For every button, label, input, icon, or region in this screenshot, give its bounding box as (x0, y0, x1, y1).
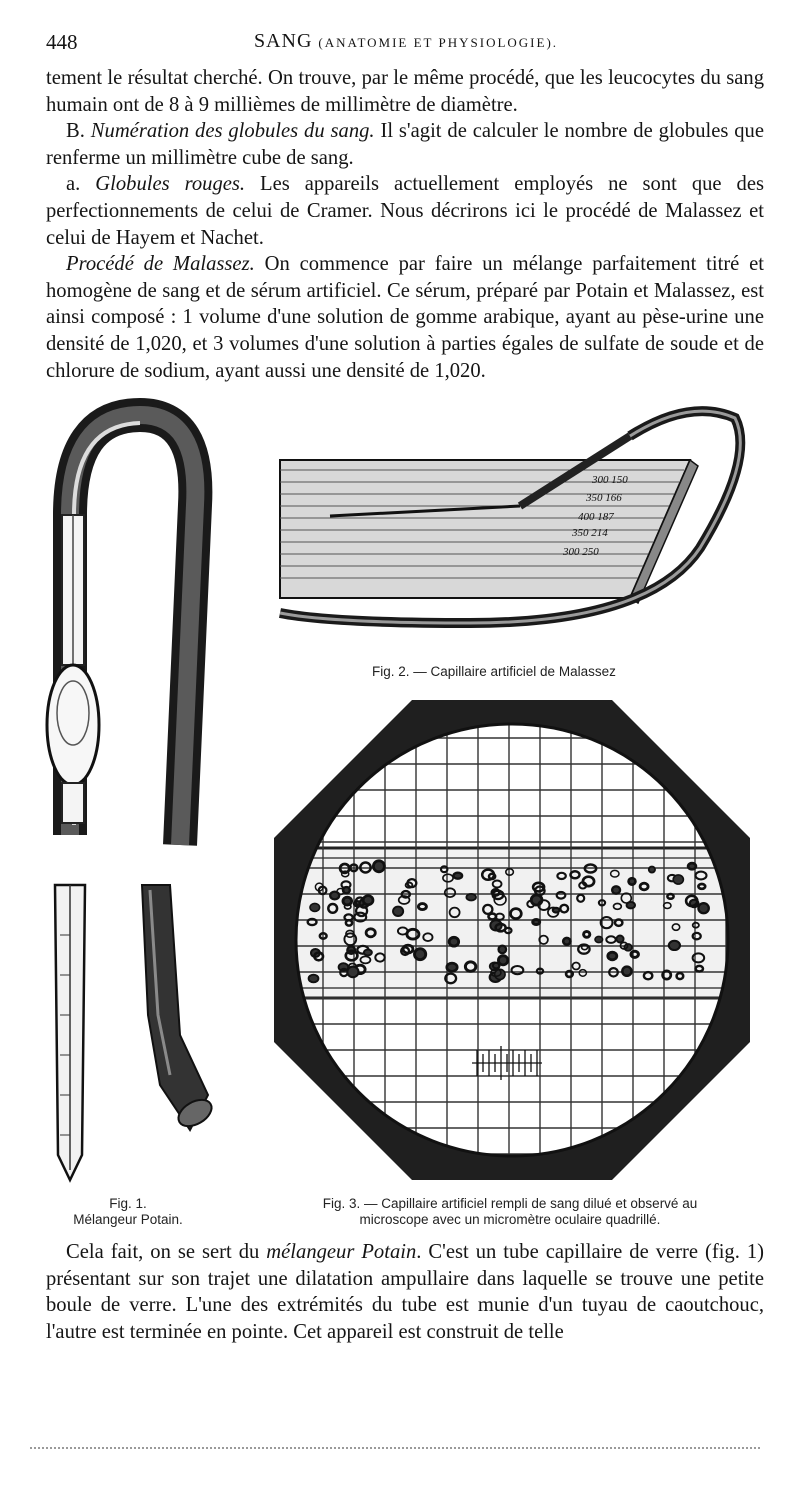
figure-1-melangeur-potain (30, 395, 230, 1185)
blood-cell (533, 920, 540, 925)
scale-label-5: 300 250 (563, 546, 599, 558)
running-header (46, 30, 766, 56)
blood-cell (531, 895, 542, 905)
scale-label-1: 300 150 (592, 474, 628, 486)
numeration-heading: Numération des globules du sang. (90, 120, 375, 143)
paragraph-leucocytes: tement le résultat cherché. On trouve, par le même procédé, que les leucocytes du sang humain ont de 8 à 9 millièmes de millimètre de diamètre. (46, 67, 764, 116)
melangeur-text-rest: . C'est un tube capillaire de verre (fig. 1) présentant sur son trajet une dilatation ampullaire dans laquelle se trouve une petite boule de verre. L'une des extrémités du tube est munie d'un tuyau de caoutchouc, l'autre est terminée en pointe. Cet appareil est construit de telle (46, 1241, 765, 1343)
figure-3-caption (280, 1196, 740, 1228)
malassez-heading: Procédé de Malassez. (66, 253, 255, 276)
blood-cell (347, 967, 358, 978)
melangeur-potain-illustration (30, 395, 230, 1185)
malassez-text: On commence par faire un mélange parfaitement titré et homogène de sang et de sérum artificiel. Ce sérum, préparé par Potain et Malassez, est ainsi composé : 1 volume d'une solution de gomme arabique, ayant au pèse-urine une densité de 1,020, et 3 volumes d'une solution à parties égales de sulfate de soude et de chlorure de sodium, ayant aussi une densité de 1,020. (46, 253, 765, 382)
globules-label: a. (66, 173, 81, 196)
blood-cell (498, 956, 507, 965)
blood-cell (466, 894, 476, 901)
melangeur-term: mélangeur Potain (266, 1241, 417, 1263)
blood-cell (612, 886, 620, 893)
blood-cell (629, 878, 636, 884)
blood-cell (373, 861, 384, 872)
figure-2-caption-text: Fig. 2. — Capillaire artificiel de Malassez (372, 664, 616, 679)
blood-cell (363, 896, 373, 905)
running-title-sub: (ANATOMIE ET PHYSIOLOGIE). (318, 35, 559, 50)
globules-text: Les appareils actuellement employés ne sont que des perfectionnements de celui de Cramer. Nous décrirons ici le procédé de Malassez et celui de Hayem et Nachet. (46, 173, 764, 249)
figure-1-caption (48, 1196, 208, 1228)
blood-cell (364, 950, 372, 956)
paragraph-malassez (46, 251, 764, 384)
figure-3-caption-line1: Fig. 3. — Capillaire artificiel rempli de sang dilué et observé au (322, 1196, 698, 1211)
blood-cell (688, 863, 696, 869)
blood-cell (595, 936, 603, 942)
melangeur-text-start: Cela fait, on se sert du (66, 1241, 267, 1263)
running-title (46, 30, 766, 53)
figure-3-microscope-field (272, 698, 752, 1182)
blood-cell (649, 867, 655, 873)
blood-cell (447, 963, 457, 971)
blood-cell (553, 908, 560, 913)
blood-cell (698, 903, 708, 913)
blood-cell (454, 873, 463, 879)
blood-cell (393, 907, 403, 916)
capillaire-illustration (270, 398, 760, 638)
scale-label-2: 350 166 (586, 492, 622, 504)
blood-cell (415, 949, 426, 960)
blood-cell (673, 875, 683, 884)
blood-cell (608, 952, 617, 960)
numeration-text: Il s'agit de calculer le nombre de globules que renferme un millimètre cube de sang. (46, 120, 764, 169)
blood-cell (310, 903, 320, 911)
page-number: 448 (46, 30, 78, 54)
blood-cell (563, 938, 570, 945)
bottom-text-block (46, 1239, 764, 1345)
figure-3-caption-line2: microscope avec un micromètre oculaire quadrillé. (359, 1212, 661, 1227)
footer-divider (30, 1447, 760, 1449)
globules-heading: Globules rouges. (95, 173, 246, 196)
top-text-block (46, 65, 764, 384)
scale-label-4: 350 214 (572, 527, 608, 539)
numeration-label: B. (66, 120, 85, 143)
paragraph-globules-rouges (46, 171, 764, 251)
blood-cell (616, 936, 623, 943)
blood-cell (622, 967, 631, 976)
microscope-field-illustration (272, 698, 752, 1182)
figure-1-caption-line2: Mélangeur Potain. (73, 1212, 183, 1227)
paragraph-numeration (46, 118, 764, 171)
scale-label-3: 400 187 (578, 511, 614, 523)
blood-cell (449, 937, 458, 946)
figure-2-caption (372, 664, 616, 680)
blood-cell (669, 941, 680, 950)
figure-2-capillaire (270, 398, 760, 638)
blood-cell (309, 975, 319, 983)
running-title-main: SANG (253, 30, 313, 52)
blood-cell (499, 946, 507, 954)
figure-1-caption-line1: Fig. 1. (109, 1196, 147, 1211)
paragraph-melangeur (46, 1239, 764, 1345)
